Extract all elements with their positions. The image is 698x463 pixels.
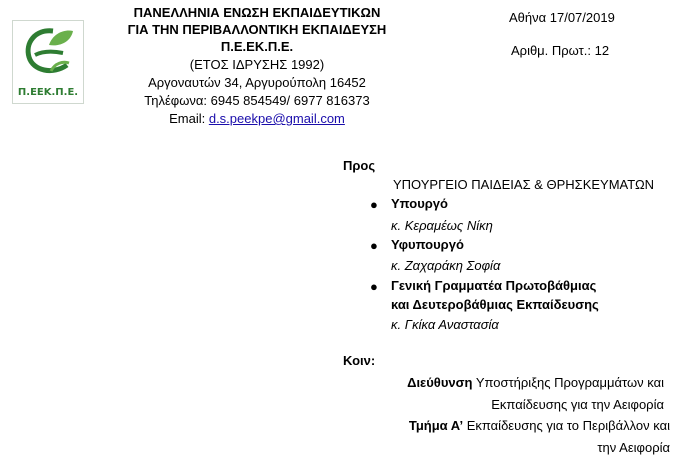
recipient-title-3a: Γενική Γραμματέα Πρωτοβάθμιας — [391, 278, 597, 293]
founded-year: (ΕΤΟΣ ΙΔΡΥΣΗΣ 1992) — [189, 57, 325, 72]
recipient-name-1: κ. Κεραμέως Νίκη — [391, 218, 493, 233]
cc-label: Κοιν: — [343, 353, 376, 368]
protocol-number: Αριθμ. Πρωτ.: 12 — [511, 43, 610, 58]
leaf-logo-icon — [13, 21, 83, 85]
cc-directorate: Διεύθυνση — [407, 375, 473, 390]
cc-line-3-text: Εκπαίδευσης για το Περιβάλλον και — [463, 418, 670, 433]
org-name-line2: ΓΙΑ ΤΗΝ ΠΕΡΙΒΑΛΛΟΝΤΙΚΗ ΕΚΠΑΙΔΕΥΣΗ — [127, 22, 387, 37]
recipient-title-2: Υφυπουργό — [391, 237, 464, 252]
org-phone: Τηλέφωνα: 6945 854549/ 6977 816373 — [144, 93, 370, 108]
ministry-name: ΥΠΟΥΡΓΕΙΟ ΠΑΙΔΕΙΑΣ & ΘΡΗΣΚΕΥΜΑΤΩΝ — [393, 177, 655, 192]
logo-caption: Π.ΕΕΚ.Π.Ε. — [17, 87, 79, 98]
email-link[interactable]: d.s.peekpe@gmail.com — [208, 111, 345, 126]
cc-department: Τμήμα Α’ — [408, 418, 464, 433]
organization-logo — [12, 20, 84, 104]
bullet-icon: ● — [370, 197, 378, 212]
cc-line-4: την Αειφορία — [597, 440, 670, 455]
recipient-name-2: κ. Ζαχαράκη Σοφία — [391, 258, 501, 273]
to-label: Προς — [343, 158, 376, 173]
document-date: Αθήνα 17/07/2019 — [509, 10, 615, 25]
org-address: Αργοναυτών 34, Αργυρούπολη 16452 — [148, 75, 366, 90]
recipient-title-3b: και Δευτεροβάθμιας Εκπαίδευσης — [391, 297, 599, 312]
org-name-line1: ΠΑΝΕΛΛΗΝΙΑ ΕΝΩΣΗ ΕΚΠΑΙΔΕΥΤΙΚΩΝ — [133, 5, 381, 20]
bullet-icon: ● — [370, 238, 378, 253]
recipient-name-3: κ. Γκίκα Αναστασία — [391, 317, 499, 332]
recipient-title-1: Υπουργό — [391, 196, 448, 211]
email-label: Email: — [169, 111, 206, 126]
org-email-row — [112, 111, 402, 126]
cc-line-3 — [409, 418, 670, 433]
org-abbreviation: Π.Ε.ΕΚ.Π.Ε. — [220, 39, 294, 54]
cc-line-1 — [407, 375, 664, 390]
cc-line-2: Εκπαίδευσης για την Αειφορία — [491, 397, 664, 412]
bullet-icon: ● — [370, 279, 378, 294]
cc-line-1-text: Υποστήριξης Προγραμμάτων και — [472, 375, 664, 390]
